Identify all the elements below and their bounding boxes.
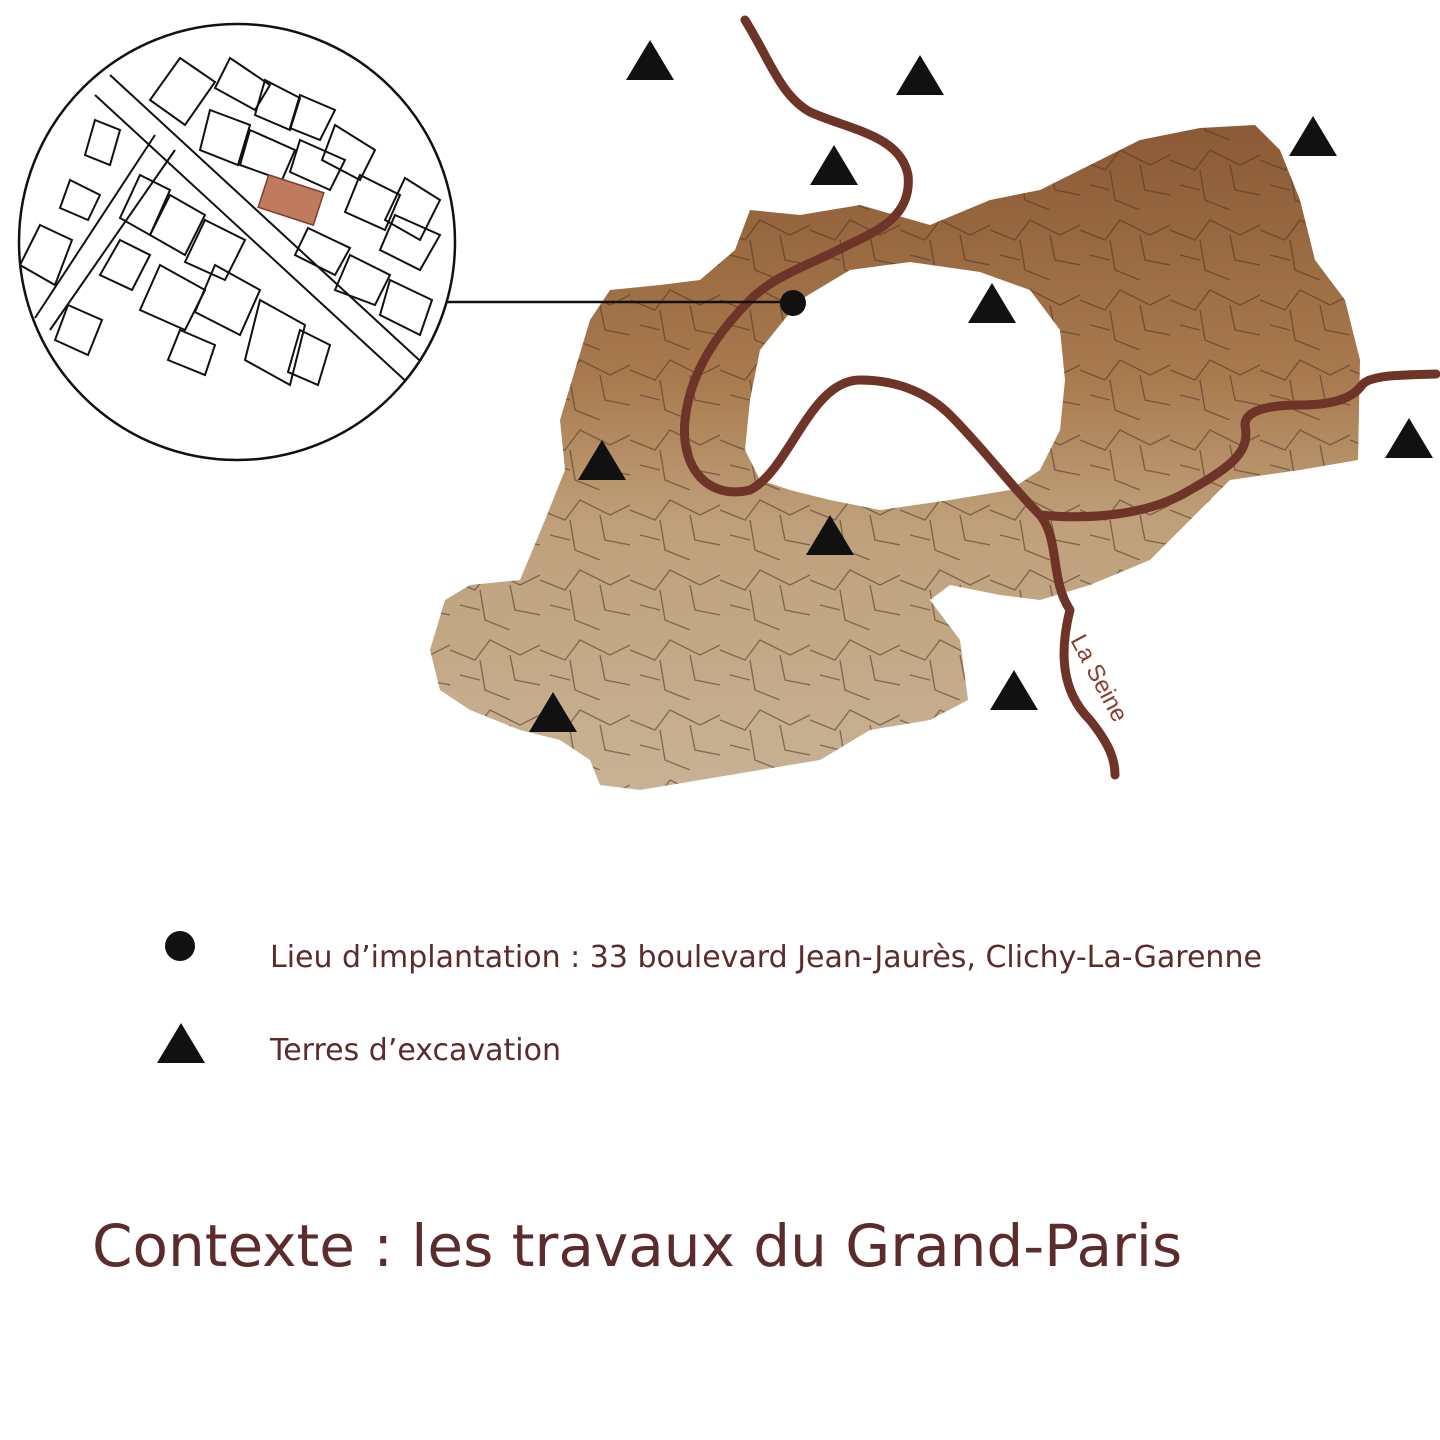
triangle-icon bbox=[153, 1019, 209, 1067]
site-plan-inset bbox=[19, 24, 455, 460]
site-dot-icon bbox=[780, 290, 806, 316]
legend-item-excavation bbox=[0, 1015, 1440, 1095]
legend-label-excavation: Terres d’excavation bbox=[270, 1033, 562, 1068]
legend-label-site: Lieu d’implantation : 33 boulevard Jean-Jaurès, Clichy-La-Garenne bbox=[270, 940, 1262, 975]
river-label: La Seine bbox=[1064, 630, 1134, 727]
legend-item-site bbox=[0, 920, 1440, 1000]
triangle-icon bbox=[896, 55, 944, 95]
triangle-icon bbox=[968, 283, 1016, 323]
dot-icon bbox=[160, 926, 200, 966]
triangle-icon bbox=[1385, 418, 1433, 458]
triangle-icon bbox=[990, 670, 1038, 710]
triangle-icon bbox=[1289, 116, 1337, 156]
territory-soil-area bbox=[430, 125, 1360, 790]
triangle-icon bbox=[810, 145, 858, 185]
triangle-icon bbox=[626, 40, 674, 80]
page-title: Contexte : les travaux du Grand-Paris bbox=[92, 1212, 1183, 1280]
